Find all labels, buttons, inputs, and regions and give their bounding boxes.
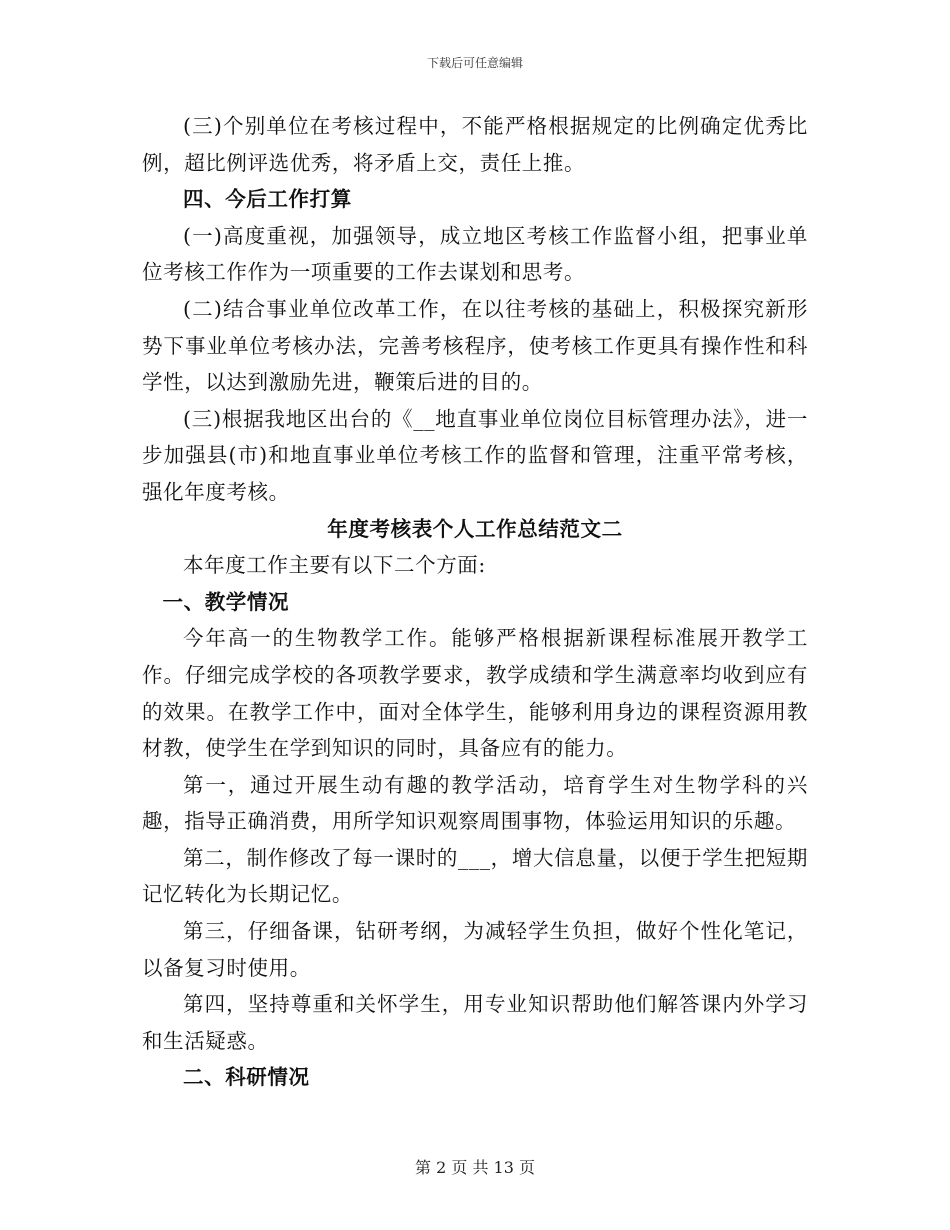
paragraph-teaching-overview: 今年高一的生物教学工作。能够严格根据新课程标准展开教学工作。仔细完成学校的各项教学要求，教学成绩和学生满意率均收到应有的效果。在教学工作中，面对全体学生，能够利用身边的课程资源用教材教，使学生在学到知识的同时，具备应有的能力。 <box>142 626 808 761</box>
paragraph-point-two: 第二，制作修改了每一课时的___，增大信息量，以便于学生把短期记忆转化为长期记忆。 <box>142 845 808 907</box>
paragraph-plan-three: (三)根据我地区出台的《__地直事业单位岗位目标管理办法》，进一步加强县(市)和地直事业单位考核工作的监督和管理，注重平常考核，强化年度考核。 <box>142 406 808 504</box>
paragraph-point-three: 第三，仔细备课，钻研考纲，为减轻学生负担，做好个性化笔记，以备复习时使用。 <box>142 919 808 980</box>
page-number: 第 2 页 共 13 页 <box>415 1158 535 1177</box>
paragraph-plan-two: (二)结合事业单位改革工作，在以往考核的基础上，积极探究新形势下事业单位考核办法，完善考核程序，使考核工作更具有操作性和科学性，以达到激励先进，鞭策后进的目的。 <box>142 296 808 395</box>
section-heading-research: 二、科研情况 <box>183 1065 310 1090</box>
paragraph-intro: 本年度工作主要有以下二个方面: <box>183 553 486 578</box>
section-heading-future-plans: 四、今后工作打算 <box>183 187 352 212</box>
document-body <box>142 108 808 1096</box>
paragraph-point-one: 第一，通过开展生动有趣的教学活动，培育学生对生物学科的兴趣，指导正确消费，用所学知识观察周围事物，体验运用知识的乐趣。 <box>142 772 808 834</box>
paragraph-point-four: 第四，坚持尊重和关怀学生，用专业知识帮助他们解答课内外学习和生活疑惑。 <box>142 992 808 1053</box>
paragraph-three-problem: (三)个别单位在考核过程中，不能严格根据规定的比例确定优秀比例，超比例评选优秀，将矛盾上交，责任上推。 <box>142 114 808 175</box>
section-heading-teaching: 一、教学情况 <box>162 589 290 614</box>
article-title-two: 年度考核表个人工作总结范文二 <box>327 516 623 541</box>
header-note: 下载后可任意编辑 <box>426 56 523 70</box>
paragraph-plan-one: (一)高度重视，加强领导，成立地区考核工作监督小组，把事业单位考核工作作为一项重要的工作去谋划和思考。 <box>142 223 808 285</box>
